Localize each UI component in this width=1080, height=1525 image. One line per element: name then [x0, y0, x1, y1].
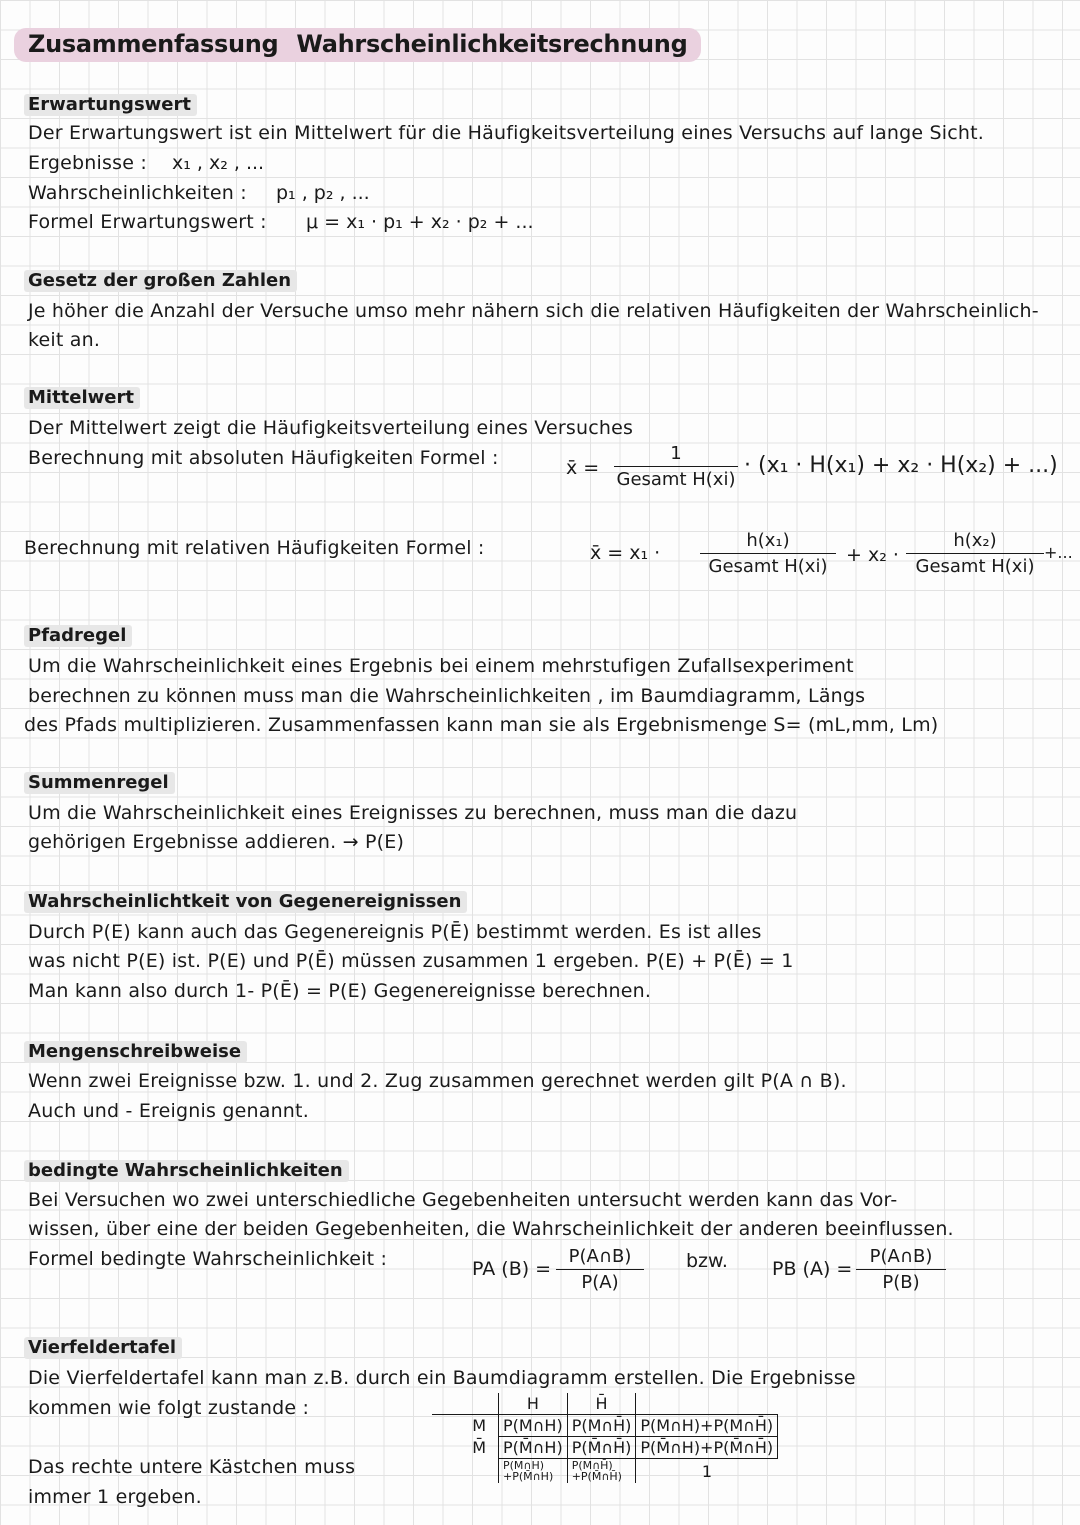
vierfelder-line-2: kommen wie folgt zustande : — [28, 1397, 310, 1419]
pfadregel-line-2: berechnen zu können muss man die Wahrscheinlichkeiten , im Baumdiagramm, Längs — [28, 685, 866, 707]
formel-erwartungswert: μ = x₁ · p₁ + x₂ · p₂ + ... — [306, 211, 534, 233]
rel-formula-mid: + x₂ · — [846, 544, 899, 566]
summenregel-line-2: gehörigen Ergebnisse addieren. → P(E) — [28, 831, 405, 853]
title-part-2: Wahrscheinlichkeitsrechnung — [296, 30, 688, 58]
gegenereignis-line-1: Durch P(E) kann auch das Gegenereignis P(Ē) bestimmt werden. Es ist alles — [28, 921, 762, 943]
row-header-m-bar: M̄ — [472, 1438, 486, 1457]
bedingt-formula-1-fraction — [556, 1246, 644, 1293]
cell-part: P(M∩H) — [503, 1459, 545, 1472]
cell-part: P(M∩H̄) — [571, 1459, 613, 1472]
bedingt-formula-1-lhs: PA (B) = — [472, 1258, 552, 1280]
heading-pfadregel: Pfadregel — [24, 625, 132, 647]
heading-bedingte-wahrscheinlichkeiten: bedingte Wahrscheinlichkeiten — [24, 1160, 349, 1182]
table-row — [432, 1415, 778, 1437]
ergebnisse-value: x₁ , x₂ , ... — [172, 152, 265, 174]
absolute-haeufigkeiten-label: Berechnung mit absoluten Häufigkeiten Formel : — [28, 447, 499, 469]
bedingt-formel-label: Formel bedingte Wahrscheinlichkeit : — [28, 1248, 388, 1270]
column-header-h-bar: H̄ — [567, 1393, 636, 1415]
table-cell — [499, 1459, 568, 1484]
table-cell: P(M∩H) — [499, 1415, 568, 1437]
bedingt-f1-denominator: P(A) — [581, 1272, 619, 1293]
bedingt-f2-denominator: P(B) — [882, 1272, 920, 1293]
wahrscheinlichkeiten-label: Wahrscheinlichkeiten : — [28, 182, 247, 204]
heading-gegenereignisse: Wahrscheinlichtkeit von Gegenereignissen — [24, 891, 467, 913]
rel-fraction-1-numerator: h(x₁) — [700, 530, 836, 554]
heading-vierfeldertafel: Vierfeldertafel — [24, 1337, 182, 1359]
table-cell: P(M∩H̄) — [567, 1415, 636, 1437]
table-cell: P(M∩H)+P(M∩H̄) — [636, 1415, 778, 1437]
bedingt-line-2: wissen, über eine der beiden Gegebenheiten, die Wahrscheinlichkeit der anderen beeinflussen. — [28, 1218, 954, 1240]
rel-fraction-1-denominator: Gesamt H(xi) — [708, 556, 828, 577]
table-corner — [432, 1393, 499, 1415]
column-header-total — [636, 1393, 778, 1415]
rel-fraction-2-denominator: Gesamt H(xi) — [915, 556, 1035, 577]
abs-fraction-denominator: Gesamt H(xi) — [616, 469, 736, 490]
vierfelder-line-1: Die Vierfeldertafel kann man z.B. durch ein Baumdiagramm erstellen. Die Ergebnisse — [28, 1367, 856, 1389]
abs-formula-rest: · (x₁ · H(x₁) + x₂ · H(x₂) + ...) — [744, 453, 1058, 478]
cell-part: +P(M̄∩H̄) — [571, 1470, 622, 1483]
rel-formula-fraction-1 — [700, 530, 836, 577]
abs-fraction-numerator: 1 — [614, 443, 738, 467]
row-header-m: M — [472, 1416, 486, 1436]
bedingt-f2-numerator: P(A∩B) — [856, 1246, 946, 1270]
bedingt-formula-2-fraction — [856, 1246, 946, 1293]
table-row — [432, 1459, 778, 1484]
mengen-line-2: Auch und - Ereignis genannt. — [28, 1100, 309, 1122]
rel-fraction-2-numerator: h(x₂) — [906, 530, 1044, 554]
heading-mengenschreibweise: Mengenschreibweise — [24, 1041, 247, 1063]
summenregel-line-1: Um die Wahrscheinlichkeit eines Ereignisses zu berechnen, muss man die dazu — [28, 802, 798, 824]
ergebnisse-label: Ergebnisse : — [28, 152, 147, 174]
pfadregel-line-3: des Pfads multiplizieren. Zusammenfassen kann man sie als Ergebnismenge S= (mL,mm, Lm) — [24, 714, 939, 736]
bedingt-formula-2-lhs: PB (A) = — [772, 1258, 853, 1280]
table-cell — [567, 1459, 636, 1484]
abs-formula-lhs: x̄ = — [566, 457, 600, 479]
rel-formula-fraction-2 — [906, 530, 1044, 577]
erwartungswert-definition: Der Erwartungswert ist ein Mittelwert für die Häufigkeitsverteilung eines Versuchs auf lange Sicht. — [28, 122, 985, 144]
bedingt-line-1: Bei Versuchen wo zwei unterschiedliche Gegebenheiten untersucht werden kann das Vor- — [28, 1189, 898, 1211]
cell-part: +P(M̄∩H) — [503, 1470, 554, 1483]
mittelwert-text: Der Mittelwert zeigt die Häufigkeitsverteilung eines Versuches — [28, 417, 634, 439]
title-part-1: Zusammenfassung — [28, 30, 279, 58]
gesetz-text-line-1: Je höher die Anzahl der Versuche umso mehr nähern sich die relativen Häufigkeiten der Wahrscheinlich- — [28, 300, 1039, 322]
table-cell: P(M̄∩H)+P(M̄∩H̄) — [636, 1437, 778, 1459]
row-header-total — [432, 1459, 499, 1484]
heading-gesetz-grosse-zahlen: Gesetz der großen Zahlen — [24, 270, 297, 292]
table-header-row — [432, 1393, 778, 1415]
page-title — [14, 28, 701, 62]
gegenereignis-line-2: was nicht P(E) ist. P(E) und P(Ē) müssen zusammen 1 ergeben. P(E) + P(Ē) = 1 — [28, 950, 794, 972]
vierfelder-note-line-1: Das rechte untere Kästchen muss — [28, 1456, 356, 1478]
bedingt-bzw: bzw. — [686, 1250, 728, 1272]
heading-summenregel: Summenregel — [24, 772, 175, 794]
mengen-line-1: Wenn zwei Ereignisse bzw. 1. und 2. Zug zusammen gerechnet werden gilt P(A ∩ B). — [28, 1070, 847, 1092]
bedingt-f1-numerator: P(A∩B) — [556, 1246, 644, 1270]
table-cell: P(M̄∩H) — [499, 1437, 568, 1459]
relative-haeufigkeiten-label: Berechnung mit relativen Häufigkeiten Formel : — [24, 537, 485, 559]
table-row — [432, 1437, 778, 1459]
vierfelder-note-line-2: immer 1 ergeben. — [28, 1486, 202, 1508]
table-cell: P(M̄∩H̄) — [567, 1437, 636, 1459]
abs-formula-fraction — [614, 443, 738, 490]
vierfeldertafel-table — [432, 1393, 778, 1483]
gegenereignis-line-3: Man kann also durch 1- P(Ē) = P(E) Gegenereignisse berechnen. — [28, 980, 652, 1002]
pfadregel-line-1: Um die Wahrscheinlichkeit eines Ergebnis bei einem mehrstufigen Zufallsexperiment — [28, 655, 854, 677]
rel-formula-lhs: x̄ = x₁ · — [590, 542, 661, 564]
wahrscheinlichkeiten-value: p₁ , p₂ , ... — [276, 182, 370, 204]
table-cell-total-one: 1 — [701, 1461, 713, 1481]
gesetz-text-line-2: keit an. — [28, 329, 101, 351]
formel-erwartungswert-label: Formel Erwartungswert : — [28, 211, 267, 233]
heading-mittelwert: Mittelwert — [24, 387, 140, 409]
column-header-h: H — [499, 1393, 568, 1415]
heading-erwartungswert: Erwartungswert — [24, 94, 197, 116]
rel-formula-end: +... — [1044, 543, 1073, 562]
